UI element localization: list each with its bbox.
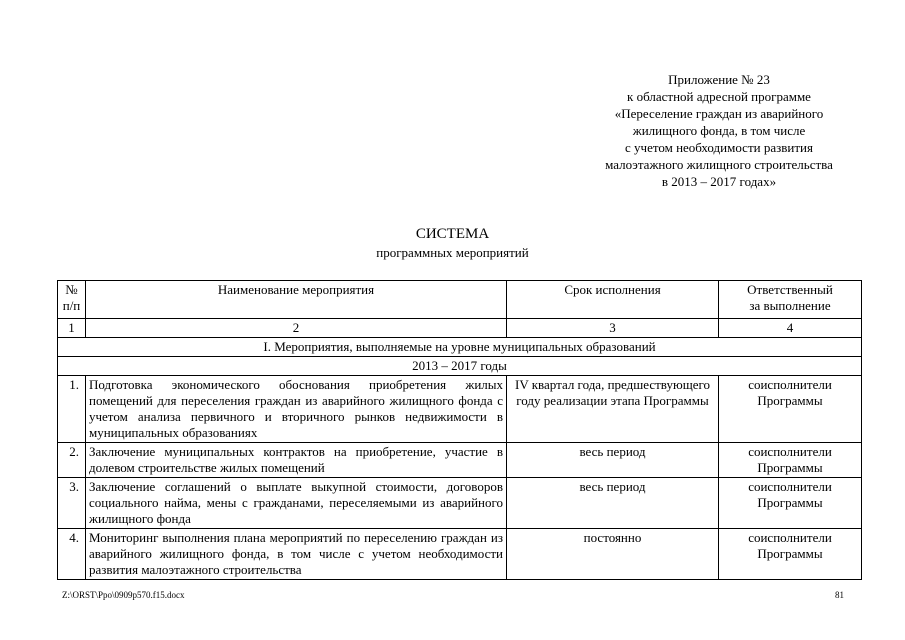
table-row: [58, 478, 862, 529]
row-term: постоянно: [507, 529, 719, 580]
header-num: [58, 281, 86, 319]
appendix-line: Приложение № 23: [668, 72, 770, 87]
row-term: IV квартал года, предшествующего году реализации этапа Программы: [507, 376, 719, 443]
row-number: 3.: [58, 478, 86, 529]
header-resp-line1: Ответственный: [747, 282, 833, 297]
row-number: 2.: [58, 443, 86, 478]
column-number: 2: [86, 319, 507, 338]
section-title: I. Мероприятия, выполняемые на уровне муниципальных образований: [58, 338, 862, 357]
appendix-header: [560, 71, 878, 190]
period-row: [58, 357, 862, 376]
row-number: 4.: [58, 529, 86, 580]
table-row: [58, 443, 862, 478]
document-subtitle: программных мероприятий: [376, 245, 529, 260]
row-responsible: соисполнители Программы: [719, 529, 862, 580]
table-header-row: [58, 281, 862, 319]
header-responsible: [719, 281, 862, 319]
appendix-line: к областной адресной программе: [627, 89, 811, 104]
footer-file-path: Z:\ORST\Ppo\0909p570.f15.docx: [62, 590, 185, 600]
appendix-line: малоэтажного жилищного строительства: [605, 157, 833, 172]
period-title: 2013 – 2017 годы: [58, 357, 862, 376]
header-term: Срок исполнения: [507, 281, 719, 319]
section-row: [58, 338, 862, 357]
row-responsible: соисполнители Программы: [719, 376, 862, 443]
header-resp-line2: за выполнение: [749, 298, 831, 313]
footer-page-number: 81: [835, 590, 844, 600]
appendix-line: жилищного фонда, в том числе: [632, 123, 806, 138]
header-num-line1: №: [65, 282, 78, 297]
appendix-line: «Переселение граждан из аварийного: [614, 106, 824, 121]
header-name: Наименование мероприятия: [86, 281, 507, 319]
column-numbers-row: [58, 319, 862, 338]
header-num-line2: п/п: [62, 298, 81, 313]
row-responsible: соисполнители Программы: [719, 478, 862, 529]
appendix-line: с учетом необходимости развития: [625, 140, 813, 155]
measures-table: [57, 280, 862, 580]
row-name: Подготовка экономического обоснования приобретения жилых помещений для переселения граждан из аварийного жилищного фонда с учетом анализа первичного и вторичного рынков недвижимости в муниципальных образованиях: [86, 376, 507, 443]
table-row: [58, 376, 862, 443]
row-number: 1.: [58, 376, 86, 443]
document-title: СИСТЕМА: [415, 226, 490, 242]
row-term: весь период: [507, 443, 719, 478]
appendix-line: в 2013 – 2017 годах»: [661, 174, 777, 189]
column-number: 3: [507, 319, 719, 338]
table-row: [58, 529, 862, 580]
row-name: Мониторинг выполнения плана мероприятий по переселению граждан из аварийного жилищного фонда, в том числе с учетом необходимости развития малоэтажного строительства: [86, 529, 507, 580]
column-number: 1: [58, 319, 86, 338]
row-name: Заключение муниципальных контрактов на приобретение, участие в долевом строительстве жилых помещений: [86, 443, 507, 478]
row-term: весь период: [507, 478, 719, 529]
column-number: 4: [719, 319, 862, 338]
row-name: Заключение соглашений о выплате выкупной стоимости, договоров социального найма, мены с гражданами, переселяемыми из аварийного жилищного фонда: [86, 478, 507, 529]
row-responsible: соисполнители Программы: [719, 443, 862, 478]
